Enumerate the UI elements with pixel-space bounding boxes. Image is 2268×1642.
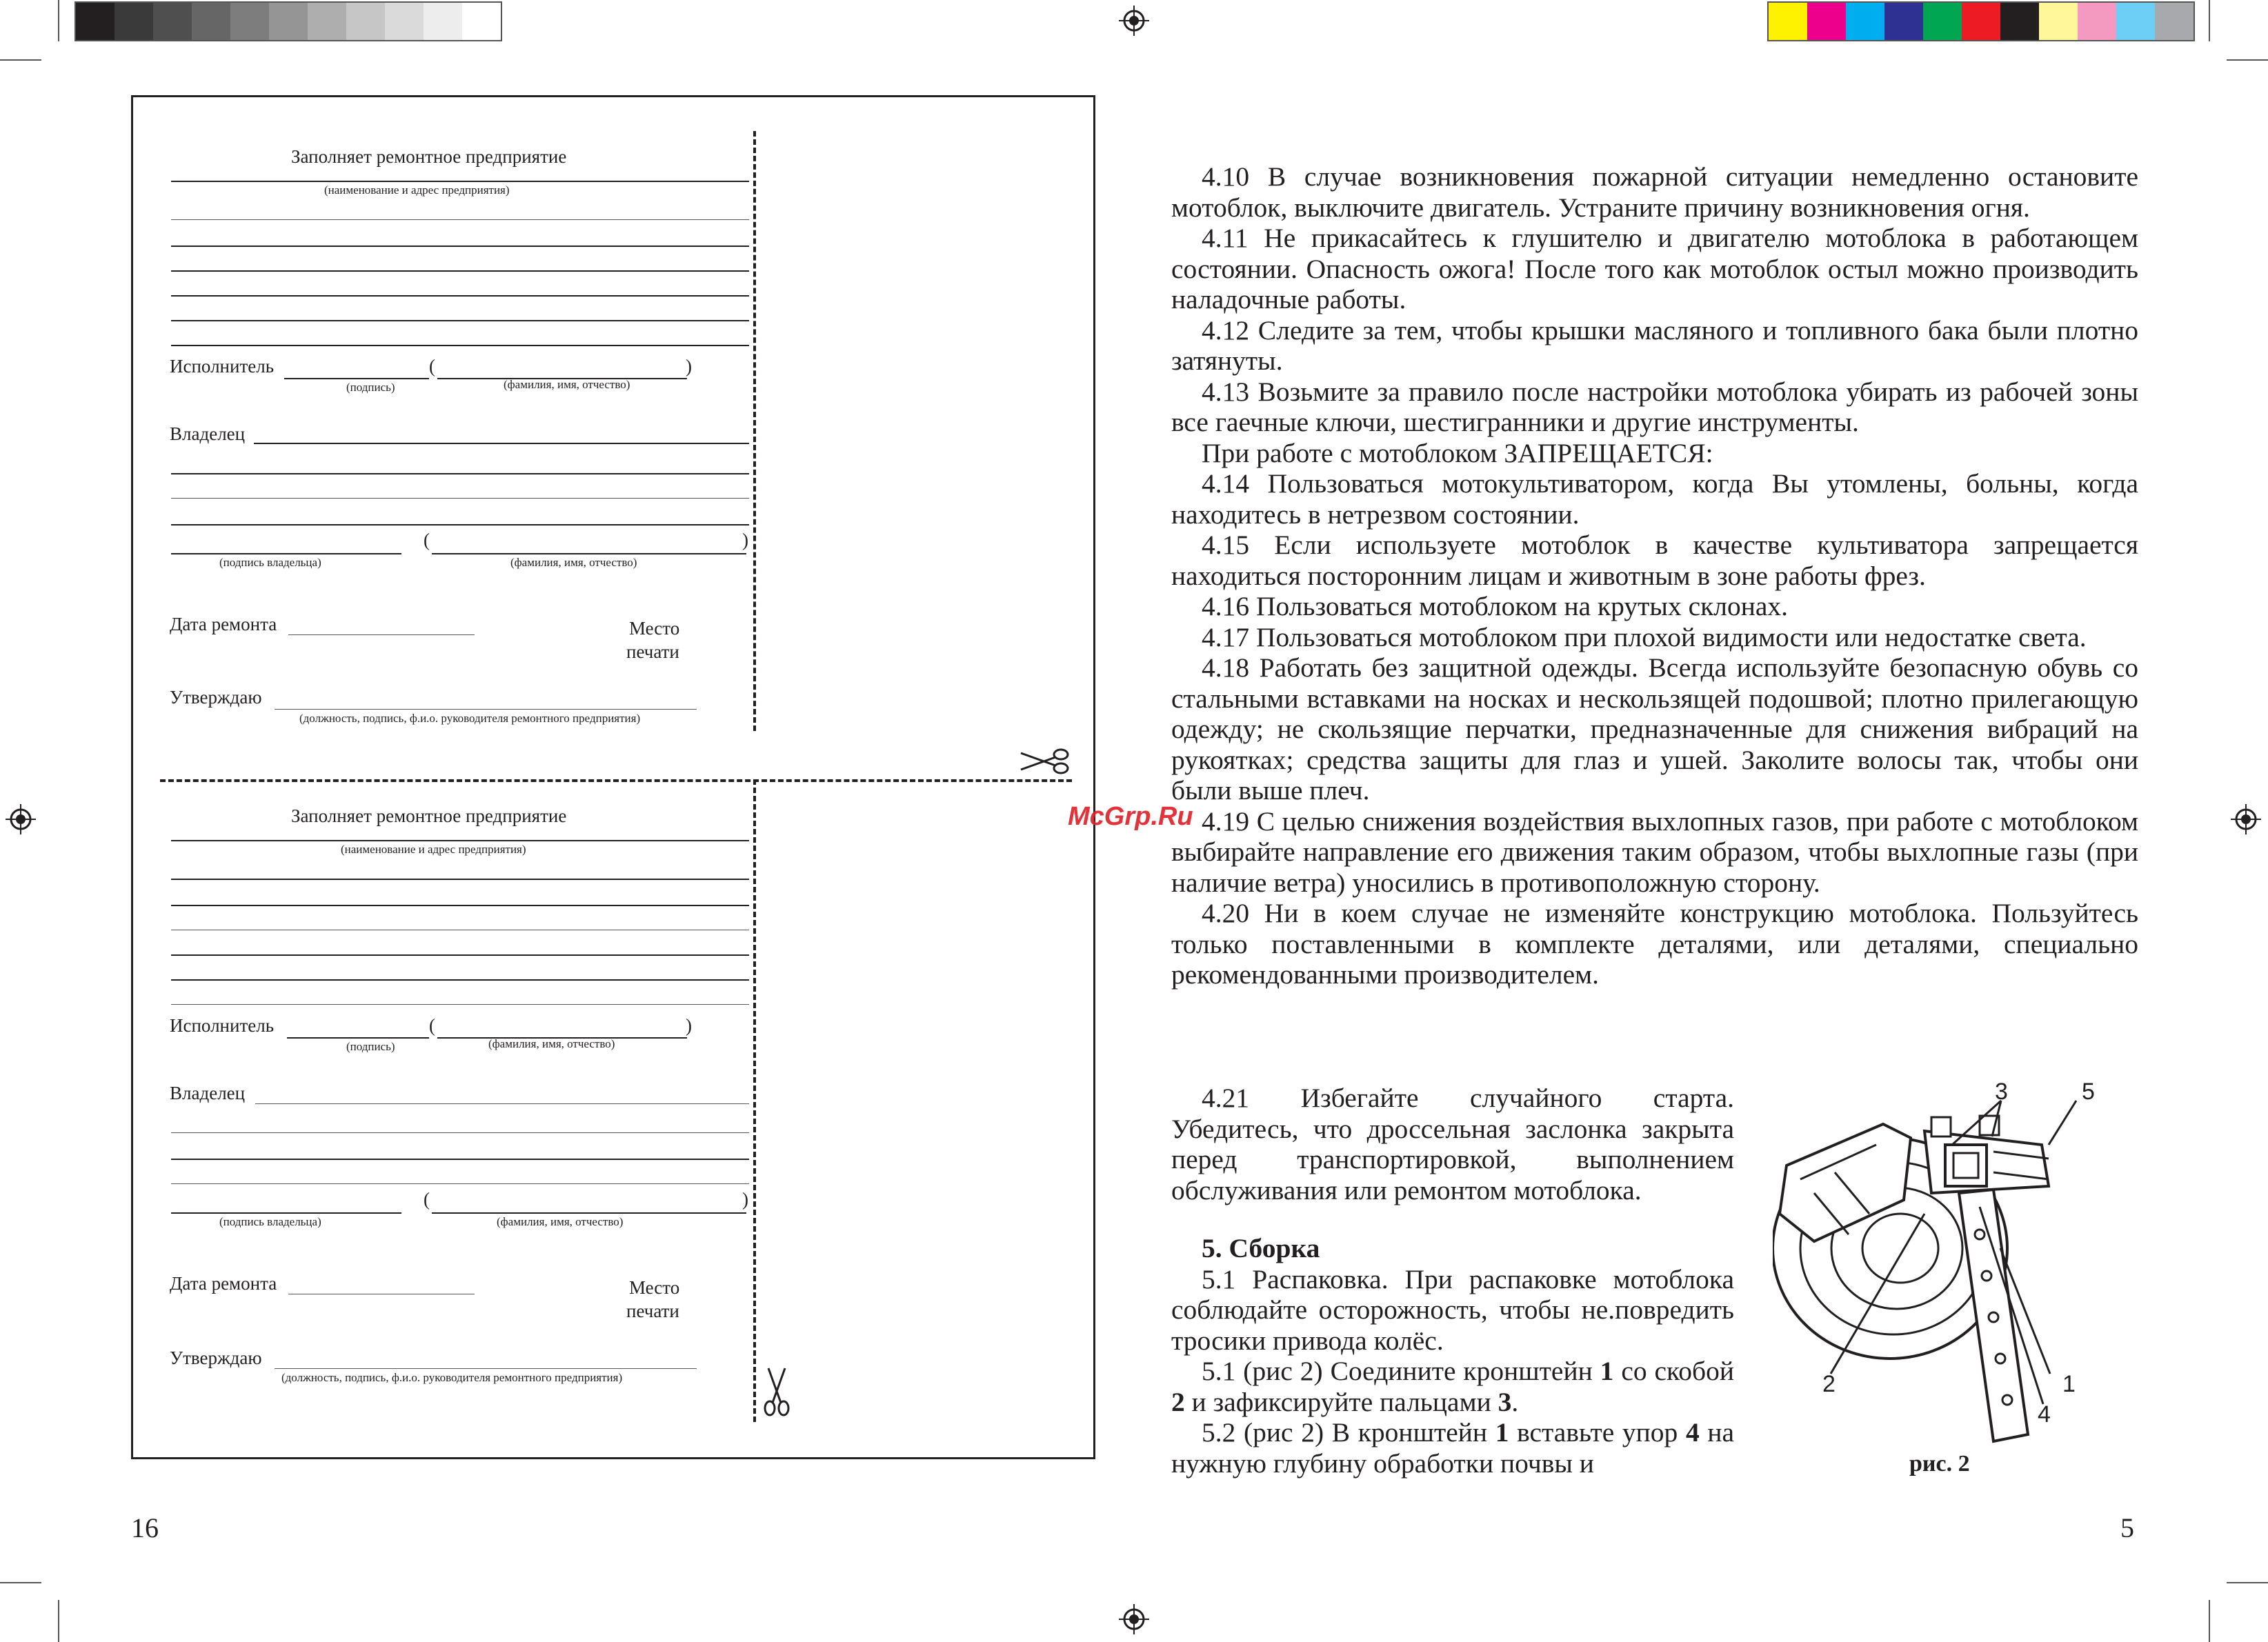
frame-body [1780, 1124, 1911, 1241]
page-number: 16 [131, 1512, 159, 1543]
color-swatch [192, 3, 230, 40]
paren-close: ) [686, 356, 692, 377]
approve-label: Утверждаю [170, 687, 262, 708]
form-line [171, 979, 749, 981]
scissors-icon [1019, 746, 1071, 777]
part-number: 1 [1495, 1417, 1509, 1448]
color-swatch [115, 3, 153, 40]
color-swatch [2116, 3, 2155, 40]
color-swatch [2000, 3, 2039, 40]
paragraph: 5.1 Распаковка. При распаковке мотоблока соблюдайте осторожность, чтобы не.повредить тросики привода колёс. [1171, 1263, 1734, 1356]
form-line [171, 473, 749, 474]
paren-open: ( [429, 1015, 435, 1036]
color-swatch [1962, 3, 2000, 40]
paragraph: При работе с мотоблоком ЗАПРЕЩАЕТСЯ: [1202, 437, 1713, 468]
color-swatch [1769, 3, 1807, 40]
crop-mark [58, 1600, 59, 1642]
cut-line-vertical [753, 131, 756, 731]
owner-sign-line [171, 1212, 401, 1214]
form-line [171, 320, 749, 321]
form-line [171, 840, 749, 841]
paragraph: 4.15 Если используете мотоблок в качестве культиватора запрещается находиться посторонним лицам и животным в зоне работы фрез. [1171, 530, 2138, 591]
color-swatch [1846, 3, 1884, 40]
signature-line [284, 378, 429, 379]
part-number: 4 [1685, 1417, 1700, 1448]
paragraph: 4.16 Пользоваться мотоблоком на крутых склонах. [1202, 591, 1789, 621]
part-number: 1 [1600, 1356, 1614, 1386]
text-run: и зафиксируйте пальцами [1184, 1386, 1498, 1417]
crop-mark [2209, 1600, 2210, 1642]
page-number: 5 [2120, 1512, 2134, 1543]
assembly-figure [1773, 1076, 2131, 1462]
paragraph: 4.20 Ни в коем случае не изменяйте конструкцию мотоблока. Пользуйтесь только поставленными в комплекте деталями, или деталями, специально рекомендованными производителем. [1171, 898, 2138, 990]
color-calibration-bar [1767, 1, 2195, 41]
paragraph: 4.17 Пользоваться мотоблоком при плохой видимости или недостатке света. [1202, 621, 2087, 652]
depth-stop [1959, 1190, 2028, 1441]
form-line [171, 1004, 749, 1005]
form-line [171, 345, 749, 346]
color-swatch [346, 3, 385, 40]
paren-open: ( [429, 356, 435, 377]
paragraph: 4.12 Следите за тем, чтобы крышки масляного и топливного бака были плотно затянуты. [1171, 314, 2138, 376]
form-title: Заполняет ремонтное предприятие [291, 146, 567, 167]
form-hint: (фамилия, имя, отчество) [504, 378, 630, 391]
form-line [171, 1183, 749, 1184]
scissors-icon [762, 1367, 792, 1418]
crop-mark [0, 1582, 41, 1583]
form-line [255, 1103, 749, 1104]
crop-mark [2209, 0, 2210, 41]
form-line [171, 524, 749, 525]
paragraph: 4.18 Работать без защитной одежды. Всегда используйте безопасную обувь со стальными вставками на носках и нескользящей подошвой; плотно прилегающую одежду; не скользящие перчатки, предназначенные для снижения вибраций на рукоятках; средства защиты для глаз и ушей. Заколите волосы так, чтобы они были выше плеч. [1171, 652, 2138, 805]
registration-mark-icon [6, 804, 36, 834]
repair-date-label: Дата ремонта [170, 1273, 277, 1294]
color-swatch [230, 3, 269, 40]
color-swatch [424, 3, 462, 40]
cut-line-vertical [753, 779, 756, 1422]
form-hint: (должность, подпись, ф.и.о. руководителя ремонтного предприятия) [281, 1371, 623, 1384]
paren-close: ) [742, 530, 748, 550]
form-line [171, 181, 749, 182]
paragraph: 4.21 Избегайте случайного старта. Убедитесь, что дроссельная заслонка закрыта перед транспортировкой, выполнением обслуживания или ремонтом мотоблока. [1171, 1083, 1734, 1205]
stamp-place-label: печати [626, 1301, 679, 1321]
form-title: Заполняет ремонтное предприятие [291, 805, 567, 826]
instructions-text [1171, 161, 2138, 990]
stamp-place-label: печати [626, 641, 679, 662]
part-number: 2 [1171, 1386, 1185, 1417]
owner-label: Владелец [170, 1083, 246, 1103]
registration-mark-icon [2231, 804, 2261, 834]
form-hint: (подпись владельца) [219, 556, 321, 569]
color-swatch [1807, 3, 1846, 40]
color-swatch [385, 3, 424, 40]
paragraph [1171, 1356, 1734, 1417]
cut-line-horizontal [160, 779, 1072, 782]
form-line [171, 270, 749, 272]
part-label: 5 [2082, 1079, 2095, 1105]
form-line [171, 954, 749, 956]
paren-open: ( [424, 1189, 430, 1210]
form-line [171, 219, 749, 220]
crop-mark [2227, 59, 2268, 61]
figure-caption: рис. 2 [1909, 1451, 1970, 1476]
form-line [171, 498, 749, 499]
color-swatch [462, 3, 501, 40]
form-line [171, 879, 749, 880]
fio-line [432, 553, 746, 554]
paragraph: 4.13 Возьмите за правило после настройки мотоблока убирать из рабочей зоны все гаечные ключи, шестигранники и другие инструменты. [1171, 376, 2138, 437]
color-swatch [269, 3, 308, 40]
text-run: на нужную глубину обработки почвы и [1171, 1417, 1734, 1479]
color-swatch [153, 3, 192, 40]
color-swatch [308, 3, 346, 40]
color-swatch [76, 3, 115, 40]
form-hint: (фамилия, имя, отчество) [488, 1037, 615, 1050]
crop-mark [2227, 1582, 2268, 1583]
approve-line [275, 709, 697, 710]
color-swatch [1884, 3, 1923, 40]
form-hint: (должность, подпись, ф.и.о. руководителя ремонтного предприятия) [299, 712, 641, 725]
form-hint: (фамилия, имя, отчество) [497, 1215, 624, 1228]
fio-line [432, 1212, 746, 1214]
stamp-place-label: Место [629, 1277, 680, 1298]
form-line [171, 295, 749, 297]
form-line [171, 1132, 749, 1133]
approve-label: Утверждаю [170, 1348, 262, 1368]
text-run: со скобой [1613, 1356, 1734, 1386]
text-run: вставьте упор [1509, 1417, 1686, 1448]
repair-form-frame [131, 95, 1095, 1459]
repair-date-label: Дата ремонта [170, 614, 277, 634]
paragraph: 4.11 Не прикасайтесь к глушителю и двигателю мотоблока в работающем состоянии. Опасность ожога! После того как мотоблок остыл можно производить наладочные работы. [1171, 223, 2138, 314]
form-hint: (наименование и адрес предприятия) [324, 183, 510, 197]
form-line [171, 905, 749, 906]
grayscale-calibration-bar [74, 1, 502, 41]
paren-close: ) [742, 1189, 748, 1210]
form-line [171, 1159, 749, 1160]
part-label: 3 [1995, 1079, 2008, 1105]
part-label: 4 [2038, 1401, 2051, 1428]
owner-label: Владелец [170, 423, 246, 444]
form-hint: (подпись) [346, 381, 395, 394]
date-line [288, 634, 475, 635]
color-swatch [2155, 3, 2194, 40]
color-swatch [2078, 3, 2116, 40]
crop-mark [0, 59, 41, 61]
paragraph: 4.14 Пользоваться мотокультиватором, когда Вы утомлены, больны, когда находитесь в нетрезвом состоянии. [1171, 468, 2138, 530]
paragraph: 4.10 В случае возникновения пожарной ситуации немедленно остановите мотоблок, выключите двигатель. Устраните причину возникновения огня. [1171, 161, 2138, 223]
paragraph: 4.19 С целью снижения воздействия выхлопных газов, при работе с мотоблоком выбирайте направление его движения таким образом, чтобы выхлопные газы (при наличие ветра) уносились в противоположную сторону. [1171, 805, 2138, 898]
registration-mark-icon [1119, 6, 1149, 36]
crop-mark [58, 0, 59, 41]
form-line [254, 443, 749, 444]
form-line [171, 246, 749, 247]
text-run: 5.2 (рис 2) В кронштейн [1202, 1417, 1495, 1448]
form-hint: (наименование и адрес предприятия) [341, 843, 526, 856]
paragraph [1171, 1417, 1734, 1479]
paren-close: ) [686, 1015, 692, 1036]
color-swatch [1923, 3, 1962, 40]
form-hint: (подпись владельца) [219, 1215, 321, 1228]
form-hint: (подпись) [346, 1040, 395, 1053]
text-run: 5.1 (рис 2) Соедините кронштейн [1202, 1356, 1600, 1386]
watermark: McGrp.Ru [1068, 802, 1193, 831]
registration-mark-icon [1119, 1604, 1149, 1634]
approve-line [275, 1368, 697, 1369]
section-heading: 5. Сборка [1202, 1233, 1320, 1263]
executor-label: Исполнитель [170, 1015, 275, 1036]
paren-open: ( [424, 530, 430, 550]
part-number: 3 [1498, 1386, 1512, 1417]
part-label: 1 [2062, 1371, 2076, 1397]
owner-sign-line [171, 553, 401, 554]
executor-label: Исполнитель [170, 356, 275, 377]
text-run: . [1511, 1386, 1519, 1417]
instructions-text-narrow [1171, 1083, 1734, 1479]
color-swatch [2039, 3, 2078, 40]
form-hint: (фамилия, имя, отчество) [510, 556, 637, 569]
stamp-place-label: Место [629, 618, 680, 639]
signature-line [287, 1037, 429, 1039]
part-label: 2 [1822, 1371, 1836, 1397]
